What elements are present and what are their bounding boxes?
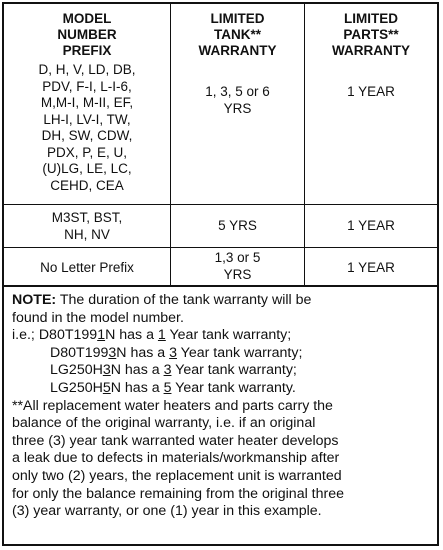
table-divider-row2 xyxy=(4,247,437,248)
example-text: Year tank warranty; xyxy=(165,327,292,344)
header-line: WARRANTY xyxy=(332,43,410,58)
model-number: LG250H xyxy=(50,379,103,396)
example-text: N has a xyxy=(116,344,170,361)
note-line xyxy=(12,292,437,310)
model-number: D80T199 xyxy=(38,327,98,344)
row3-parts-cell: 1 YEAR xyxy=(347,260,395,275)
tank-line: 1, 3, 5 or 6 xyxy=(205,84,270,99)
example-text: Year tank warranty; xyxy=(171,362,297,379)
prefix-line: No Letter Prefix xyxy=(40,260,134,275)
row2-prefix-cell xyxy=(4,210,170,243)
header-line: LIMITED xyxy=(344,11,398,26)
model-digit: 5 xyxy=(102,379,111,396)
year-count: 5 xyxy=(163,379,172,396)
tank-line: 5 YRS xyxy=(218,218,257,233)
header-line: NUMBER xyxy=(57,27,117,42)
row1-prefix-cell xyxy=(4,62,170,194)
model-number: D80T199 xyxy=(50,344,109,361)
warranty-document xyxy=(2,2,439,546)
prefix-line: M3ST, BST, xyxy=(51,210,123,225)
note-text: The duration of the tank warranty will be xyxy=(56,292,312,308)
note-label: NOTE: xyxy=(12,292,57,308)
header-line: PREFIX xyxy=(62,43,112,58)
example-line xyxy=(12,380,437,398)
row3-tank-cell xyxy=(171,250,304,283)
example-lead: i.e.; xyxy=(12,327,39,344)
prefix-line: M,M-I, M-II, EF, xyxy=(40,95,134,110)
row1-tank-cell xyxy=(171,84,304,117)
year-count: 3 xyxy=(163,362,172,379)
footnote-line: **All replacement water heaters and parts carry the xyxy=(12,397,333,414)
tank-line: 1,3 or 5 xyxy=(214,250,261,265)
header-line: TANK** xyxy=(214,27,261,42)
row2-parts-cell: 1 YEAR xyxy=(347,218,395,233)
tank-line: YRS xyxy=(223,100,252,116)
model-number: LG250H xyxy=(50,362,103,379)
header-line: WARRANTY xyxy=(198,43,277,58)
row1-parts-cell: 1 YEAR xyxy=(347,84,395,99)
header-model-number-prefix xyxy=(4,11,170,59)
example-line xyxy=(12,362,437,380)
prefix-line: D, H, V, LD, DB, xyxy=(38,62,136,77)
model-digit: 3 xyxy=(108,344,117,361)
prefix-line: PDV, F-I, L-I-6, xyxy=(42,78,132,94)
prefix-line: (U)LG, LE, LC, xyxy=(42,161,132,176)
footnote-line: a leak due to defects in materials/workmanship after xyxy=(12,450,340,467)
model-digit: 3 xyxy=(102,362,111,379)
note-line: found in the model number. xyxy=(12,309,184,326)
header-limited-tank-warranty xyxy=(171,11,304,59)
header-line: LIMITED xyxy=(210,11,265,26)
prefix-line: NH, NV xyxy=(64,226,110,242)
row3-prefix-cell xyxy=(4,260,170,277)
model-digit: 1 xyxy=(97,327,106,344)
footnote-line: balance of the original warranty, i.e. if an original xyxy=(12,415,316,432)
header-line: MODEL xyxy=(62,11,112,26)
year-count: 3 xyxy=(169,344,177,361)
tank-line: YRS xyxy=(223,266,252,282)
example-text: N has a xyxy=(110,379,164,396)
year-count: 1 xyxy=(157,327,166,344)
example-line xyxy=(12,345,437,363)
warranty-note xyxy=(12,292,437,521)
prefix-line: PDX, P, E, U, xyxy=(46,144,128,160)
footnote-line: (3) year warranty, or one (1) year in this example. xyxy=(12,503,322,520)
example-text: Year tank warranty; xyxy=(177,344,303,361)
header-limited-parts-warranty xyxy=(305,11,437,59)
prefix-line: DH, SW, CDW, xyxy=(41,128,133,143)
prefix-line: CEHD, CEA xyxy=(50,177,124,193)
prefix-line: LH-I, LV-I, TW, xyxy=(43,111,131,127)
example-line xyxy=(12,327,437,345)
row2-tank-cell xyxy=(171,218,304,235)
footnote-line: for only the balance remaining from the original three xyxy=(12,485,345,502)
example-text: N has a xyxy=(105,327,158,344)
footnote-line: only two (2) years, the replacement unit is warranted xyxy=(12,467,342,484)
example-text: Year tank warranty. xyxy=(171,379,296,396)
header-line: PARTS** xyxy=(343,27,399,42)
table-divider-row1 xyxy=(4,204,437,205)
footnote-line: three (3) year tank warranted water heater develops xyxy=(12,432,339,449)
table-bottom-border xyxy=(4,285,437,287)
example-text: N has a xyxy=(110,362,164,379)
